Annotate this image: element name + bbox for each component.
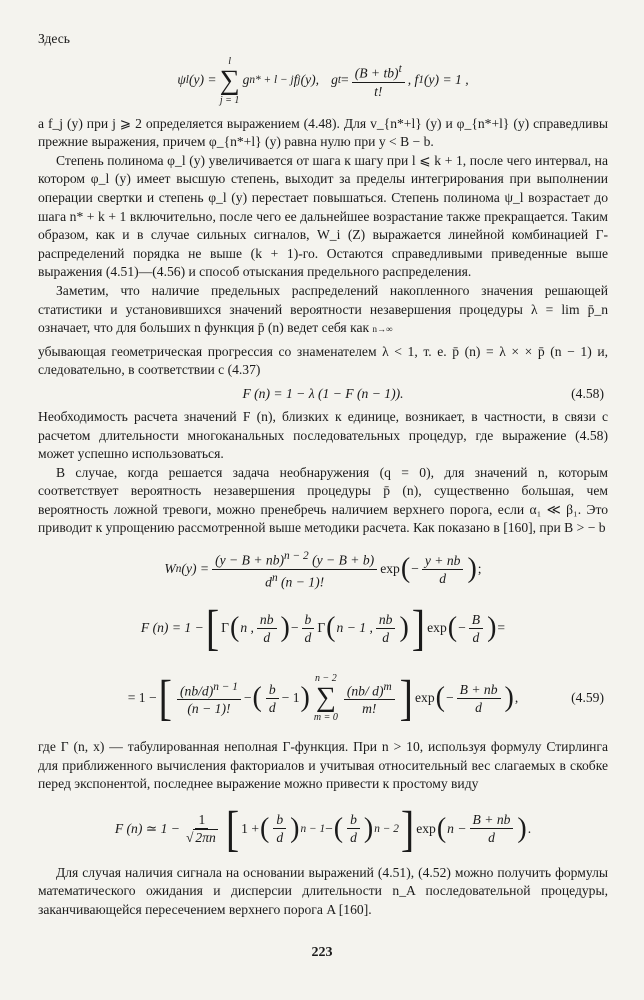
page-body xyxy=(38,30,608,920)
fraction: $\frac{y + nb}{d}$ xyxy=(422,552,464,587)
paragraph-3a: Заметим, что наличие предельных распределений накопленного значения решающей статистики и установившихся значений вероятности незавершения процедуры λ = lim p̄_n означает, что для больших n функция p̄ (n) ведет себя как n→∞ xyxy=(38,282,608,336)
fraction: $\frac{B}{d}$ xyxy=(469,611,483,646)
equation-number: (4.58) xyxy=(571,385,604,401)
equation-stirling: F (n) ≃ 1 − $\frac{1}{√ 2\pi n}$ [ 1 + ( $\frac{b}{d}$ ) n − 1 − ( $\frac{b}{d}$ ) n − 2 ] exp ( n − $\frac{B + nb}{d}$ ) . xyxy=(114,800,532,857)
fraction: $\frac{b}{d}$ xyxy=(266,681,279,716)
fraction: $\frac{(B + tb)^t}{t!}$ xyxy=(352,61,405,100)
paragraph-2: Степень полинома φ_l (y) увеличивается от шага к шагу при l ⩽ k + 1, после чего интервал, на котором φ_l (y) имеет высшую степень, выходит за пределы интегрирования при выполнении операции свертки и степень φ_l (y) перестает повышаться. Степень полинома ψ_l возрастает до шага n* + k + 1 включительно, после чего ее дальнейшее возрастание также прекращается. Таким образом, как и в случае сильных сигналов, W_i (Z) выражается линейной комбинацией Г-распределений порядка не выше (k + 1)-го. Остаются справедливыми приведенные выше выражения (4.51)—(4.56) и способ отыскания предельного распределения. xyxy=(38,152,608,280)
fraction: $\frac{b}{d}$ xyxy=(302,611,315,646)
paragraph-4: Необходимость расчета значений F (n), близких к единице, возникает, в частности, в связи с расчетом длительности многоканальных последовательных процедур, где выражение (4.58) может успешно использоваться. xyxy=(38,408,608,462)
fraction: $\frac{b}{d}$ xyxy=(347,811,360,846)
sum-operator: n − 2 ∑ m = 0 xyxy=(313,673,338,724)
fraction: $\frac{nb}{d}$ xyxy=(376,611,396,646)
paragraph-7: Для случая наличия сигнала на основании выражений (4.51), (4.52) можно получить формулы математического ожидания и дисперсии длительности n_A последовательной процедуры, заканчивающейся пересечением верхнего порога A [160]. xyxy=(38,864,608,918)
equation-F: F (n) = 1 − [ Γ ( n , $\frac{nb}{d}$ ) − $\frac{b}{d}$ Γ ( n − 1 , $\frac{nb}{d}$ ) ] exp ( − $\frac{B}{d}$ ) = xyxy=(140,599,506,656)
lim-subscript: n→∞ xyxy=(372,324,393,335)
paragraph-5: В случае, когда решается задача необнаружения (q = 0), для значений n, которым соответствует вероятность незавершения процедуры p̄ (n), существенно большая, чем вероятность ложной тревоги, можно пренебречь наличием верхнего порога, если α₁ ≪ β₁. Это приводит к упрощению рассмотренной выше методики расчета. Как показано в [160], при B > − b xyxy=(38,464,608,536)
equation-number: (4.59) xyxy=(571,689,604,705)
sum-operator: l ∑ j = 1 xyxy=(219,55,240,106)
equation-4-58: F (n) = 1 − λ (1 − F (n − 1)). (4.58) xyxy=(38,380,608,408)
paragraph-1: а f_j (y) при j ⩾ 2 определяется выражением (4.48). Для v_{n*+l} (y) и φ_{n*+l} (y) справедливы прежние выражения, причем φ_{n*+l} (y) равна нулю при y < B − b. xyxy=(38,115,608,150)
fraction: $\frac{nb}{d}$ xyxy=(257,611,277,646)
para-intro: Здесь xyxy=(38,31,70,46)
page-number: 223 xyxy=(311,945,333,960)
fraction: $\frac{1}{√ 2\pi n}$ xyxy=(185,812,216,846)
fraction: $\frac{(y - B + nb)^{n - 2} (y - B + b)}{d^n (n - 1)!}$ xyxy=(212,548,377,590)
equation-4-59: = 1 − [ $\frac{(nb/d)^{n - 1}}{(n - 1)!}$ − ( $\frac{b}{d}$ − 1 ) n − 2 ∑ m = 0 $\frac{(nb/ d)^m}{m!}$ ] exp ( − $\frac{B + nb}{d}$ ) , (4.59) xyxy=(127,669,604,726)
fraction: $\frac{B + nb}{d}$ xyxy=(457,681,501,716)
equation-psi: ψ l (y) = l ∑ j = 1 g n* + l − j f j (y), g t = $\frac{(B + tb)^t}{t!}$ , f 1 (y) = 1 , xyxy=(177,55,469,106)
paragraph-3b: убывающая геометрическая прогрессия со знаменателем λ < 1, т. е. p̄ (n) = λ × × p̄ (n − 1) и, следовательно, в соответствии с (4.37) xyxy=(38,343,608,378)
fraction: $\frac{(nb/d)^{n - 1}}{(n - 1)!}$ xyxy=(177,679,241,718)
fraction: $\frac{(nb/ d)^m}{m!}$ xyxy=(344,679,395,718)
fraction: $\frac{b}{d}$ xyxy=(273,811,286,846)
paragraph-6: где Г (n, x) — табулированная неполная Г-функция. При n > 10, используя формулу Стирлинга для приближенного вычисления факториалов и учитывая относительный вес слагаемых в скобке перед экспонентой, последнее выражение можно привести к простому виду xyxy=(38,739,608,792)
equation-W: W n (y) = $\frac{(y - B + nb)^{n - 2} (y - B + b)}{d^n (n - 1)!}$ exp ( − $\frac{y + nb}{d}$ ) ; xyxy=(164,550,482,590)
fraction: $\frac{B + nb}{d}$ xyxy=(470,811,514,846)
